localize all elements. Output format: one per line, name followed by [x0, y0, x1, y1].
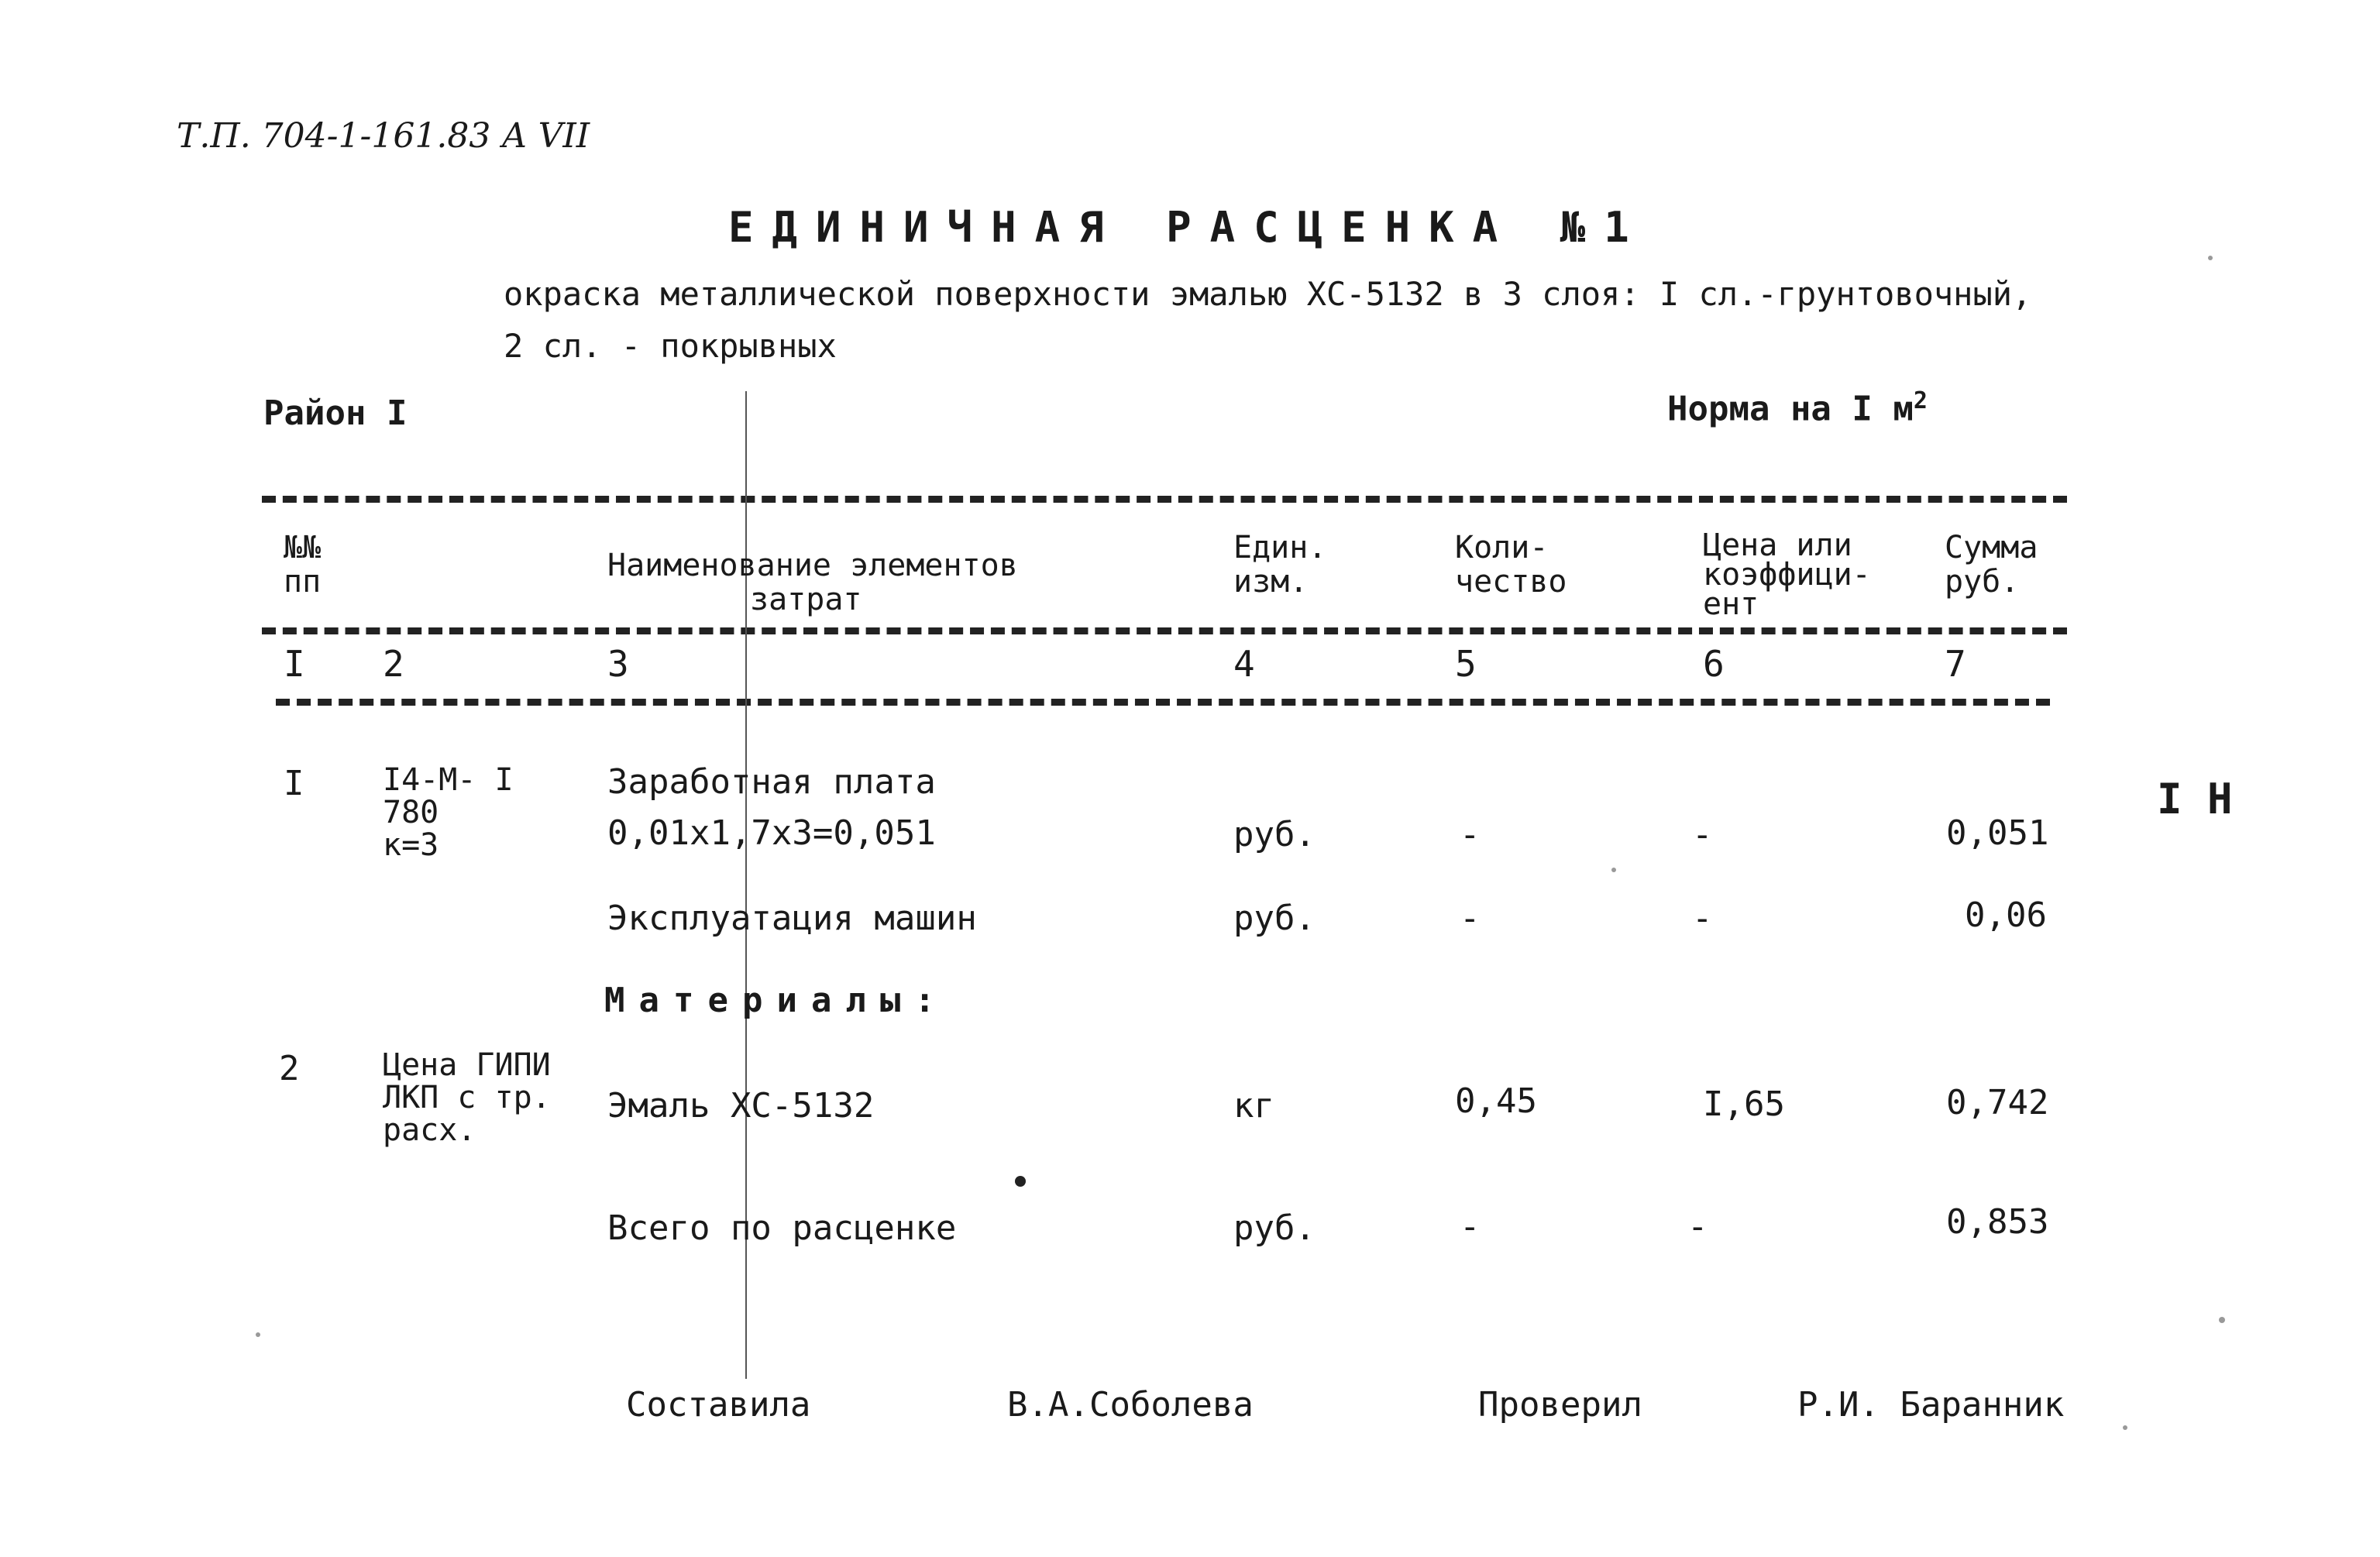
header-col-5-line-1: Коли- [1455, 530, 1549, 565]
row-3-quantity: 0,45 [1455, 1081, 1537, 1121]
header-col-1-line-2: пп [284, 564, 322, 600]
column-number-3: 3 [607, 643, 629, 685]
column-number-6: 6 [1703, 643, 1725, 685]
row-3-price: I,65 [1703, 1084, 1785, 1124]
scan-speck [2219, 1317, 2225, 1323]
column-number-4: 4 [1233, 643, 1255, 685]
row-1-unit: руб. [1233, 815, 1316, 854]
row-2-unit: руб. [1233, 899, 1316, 938]
header-col-3-line-1: Наименование элементов [607, 548, 1018, 583]
header-col-7 [1945, 531, 2038, 599]
row-1-code-line-3: к=3 [383, 827, 439, 863]
row-2-name: Эксплуатация машин [607, 899, 977, 938]
checked-by-label: Проверил [1478, 1385, 1642, 1425]
header-bottom-rule [262, 627, 2067, 634]
column-number-7: 7 [1945, 643, 1966, 685]
header-col-4-line-2: изм. [1233, 564, 1309, 600]
header-col-3-line-2: затрат [750, 582, 862, 617]
row-2-price: - [1692, 899, 1713, 938]
header-col-7-line-1: Сумма [1945, 530, 2038, 565]
total-price: - [1687, 1207, 1708, 1246]
norm-exponent: 2 [1913, 387, 1928, 414]
row-3-code-line-1: Цена ГИПИ [383, 1047, 551, 1083]
header-col-5-line-2: чество [1455, 564, 1567, 600]
row-1-price: - [1692, 815, 1713, 854]
header-col-1-line-1: №№ [284, 530, 322, 565]
header-col-4 [1233, 531, 1326, 599]
row-3-code [383, 1049, 551, 1146]
header-col-6-line-3: ент [1703, 586, 1759, 622]
scan-speck [1015, 1176, 1026, 1187]
scan-speck [2208, 256, 2213, 260]
header-col-6-line-2: коэффици- [1703, 557, 1871, 593]
row-1-code [383, 764, 514, 861]
total-sum: 0,853 [1946, 1202, 2049, 1242]
row-1-code-line-2: 780 [383, 795, 439, 830]
norm-text: Норма на I м [1667, 389, 1914, 429]
header-col-1 [284, 531, 321, 599]
norm-label [1667, 387, 1928, 429]
page-title: ЕДИНИЧНАЯ РАСЦЕНКА №1 [728, 203, 1648, 252]
header-col-5 [1455, 531, 1567, 599]
column-numbers-rule [276, 699, 2050, 706]
table-top-rule [262, 496, 2067, 503]
row-3-code-line-2: ЛКП с тр. [383, 1080, 551, 1115]
description-line-2: 2 сл. - покрывных [504, 327, 837, 365]
side-mark: I Н [2157, 775, 2233, 823]
column-number-2: 2 [383, 643, 404, 685]
row-3-unit: кг [1233, 1086, 1274, 1126]
row-3-code-line-3: расх. [383, 1112, 476, 1148]
total-label: Всего по расценке [607, 1208, 957, 1248]
row-1-calculation: 0,01х1,7х3=0,051 [607, 813, 936, 853]
scan-speck [256, 1332, 260, 1337]
column-number-5: 5 [1455, 643, 1477, 685]
total-unit: руб. [1233, 1208, 1316, 1248]
header-col-6 [1703, 528, 1871, 622]
header-col-7-line-2: руб. [1945, 564, 2020, 600]
document-reference: Т.П. 704-1-161.83 А VII [177, 116, 590, 156]
row-3-number: 2 [279, 1049, 300, 1088]
scan-speck [1611, 868, 1616, 872]
row-3-sum: 0,742 [1946, 1083, 2049, 1122]
scan-speck [2123, 1425, 2127, 1430]
header-col-4-line-1: Един. [1233, 530, 1327, 565]
total-quantity: - [1460, 1207, 1481, 1246]
row-3-name: Эмаль ХС-5132 [607, 1086, 875, 1126]
column-number-1: I [284, 643, 305, 685]
compiled-by-name: В.А.Соболева [1007, 1385, 1254, 1425]
materials-label: Материалы: [604, 981, 949, 1020]
row-1-number: I [284, 764, 304, 803]
description-line-1: окраска металлической поверхности эмалью ХС-5132 в 3 слоя: I сл.-грунтовочный, [504, 275, 2032, 313]
row-2-quantity: - [1460, 899, 1481, 938]
row-2-sum: 0,06 [1965, 895, 2047, 935]
header-col-3 [607, 548, 1018, 617]
header-col-6-line-1: Цена или [1703, 528, 1852, 563]
region-label: Район I [263, 394, 408, 433]
row-1-quantity: - [1460, 815, 1481, 854]
row-1-sum: 0,051 [1946, 813, 2049, 853]
checked-by-name: Р.И. Баранник [1797, 1385, 2065, 1425]
row-1-code-line-1: I4-М- I [383, 762, 514, 798]
row-1-name: Заработная плата [607, 762, 936, 802]
compiled-by-label: Составила [626, 1385, 811, 1425]
